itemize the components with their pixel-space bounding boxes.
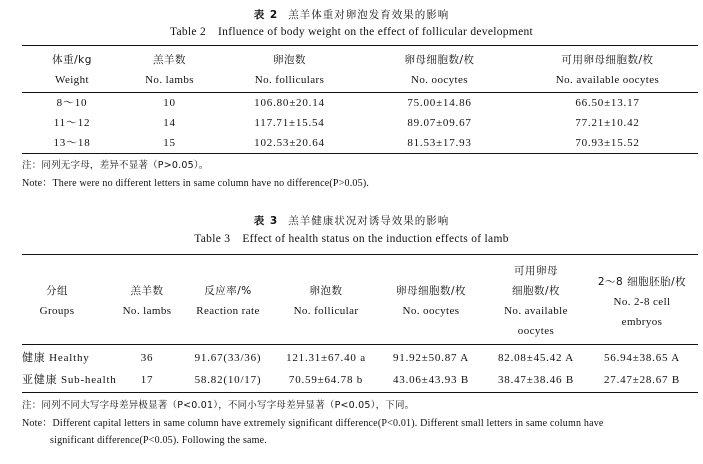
table3-note-en-continued: significant difference(P<0.05). Following the same. <box>50 435 267 446</box>
table3-bottom-rule <box>22 392 698 393</box>
table3-header-oocytes-en: No. oocytes <box>402 305 460 317</box>
table3-header-reaction: 反应率/% <box>204 285 252 297</box>
table-cell: 8～10 <box>56 97 88 109</box>
table-cell: 102.53±20.64 <box>254 137 325 149</box>
table2-header-available-en: No. available oocytes <box>555 74 660 86</box>
table-cell: 89.07±09.67 <box>407 117 472 129</box>
table2-header-oocytes-en: No. oocytes <box>411 74 468 86</box>
table-cell: 58.82(10/17) <box>194 374 262 386</box>
table-cell: 106.80±20.14 <box>254 97 325 109</box>
table3-note-zh: 注：同列不同大写字母差异极显著（P<0.01），不同小写字母差异显著（P<0.05），下同。 <box>22 400 415 411</box>
table-cell: 91.67(33/36) <box>194 352 262 364</box>
table3-header-embryos: 2～8 细胞胚胎/枚 <box>597 276 687 288</box>
table3-header-group-en: Groups <box>39 305 75 317</box>
table-cell: 70.59±64.78 b <box>288 374 364 386</box>
table2-header-weight-en: Weight <box>55 74 89 86</box>
table3-header-available-en: No. available <box>504 305 568 317</box>
table2-header-weight: 体重/kg <box>52 54 92 66</box>
table2-caption-zh: 表 2 羔羊体重对卵泡发育效果的影响 <box>253 9 450 21</box>
table3-note-en: Note：Different capital letters in same column have extremely significant difference(P<0.01). Different small letters in same column have <box>22 418 604 429</box>
table2-header-follicles: 卵泡数 <box>273 54 306 66</box>
table3-header-rule <box>22 344 698 345</box>
table2-header-oocytes: 卵母细胞数/枚 <box>404 54 475 66</box>
table-cell: 15 <box>163 137 176 149</box>
table-cell: 11～12 <box>53 117 91 129</box>
table2-header-rule <box>22 92 698 93</box>
table3-header-oocytes: 卵母细胞数/枚 <box>395 285 467 297</box>
table-cell: 66.50±13.17 <box>575 97 640 109</box>
table2-header-available: 可用卵母细胞数/枚 <box>561 54 654 66</box>
table3-header-reaction-en: Reaction rate <box>196 305 260 317</box>
table3-header-available: 可用卵母 <box>514 265 558 277</box>
table-cell: 70.93±15.52 <box>575 137 640 149</box>
table3-header-follicles-en: No. follicular <box>293 305 359 317</box>
table-cell: 17 <box>140 374 154 386</box>
table3-header-embryos-en: No. 2-8 cell <box>613 296 671 308</box>
table-cell: 56.94±38.65 A <box>603 352 681 364</box>
table3-top-rule <box>22 254 698 255</box>
table2-header-follicles-en: No. folliculars <box>254 74 325 86</box>
table-cell: 81.53±17.93 <box>407 137 472 149</box>
table-cell: 117.71±15.54 <box>254 117 325 129</box>
table3-header-available-en-2: oocytes <box>517 325 555 337</box>
table3-header-available-2: 细胞数/枚 <box>511 285 561 297</box>
table-cell: 77.21±10.42 <box>575 117 640 129</box>
table2-caption-en: Table 2 Influence of body weight on the effect of follicular development <box>169 26 534 38</box>
table2-header-lambs-en: No. lambs <box>145 74 194 86</box>
table-cell: 10 <box>163 97 176 109</box>
table2-top-rule <box>22 45 698 46</box>
table2-note-en: Note：There were no different letters in same column have no difference(P>0.05). <box>22 178 370 189</box>
table-cell: 43.06±43.93 B <box>392 374 470 386</box>
table3-header-embryos-en-2: embryos <box>621 316 663 328</box>
table-cell: 36 <box>140 352 154 364</box>
table2-bottom-rule <box>22 153 698 154</box>
table-cell: 91.92±50.87 A <box>392 352 470 364</box>
table3-header-group: 分组 <box>46 285 68 297</box>
table-cell: 38.47±38.46 B <box>497 374 575 386</box>
table-cell: 75.00±14.86 <box>407 97 472 109</box>
table2-note-zh: 注：同列无字母，差异不显著（P>0.05）。 <box>22 160 209 171</box>
table-cell: 27.47±28.67 B <box>603 374 681 386</box>
table2-header-lambs: 羔羊数 <box>153 54 186 66</box>
table3-caption-zh: 表 3 羔羊健康状况对诱导效果的影响 <box>253 215 450 227</box>
table3-header-follicles: 卵泡数 <box>309 285 343 297</box>
table-cell: 健康 Healthy <box>22 352 90 364</box>
table-cell: 14 <box>163 117 176 129</box>
table-cell: 亚健康 Sub-health <box>22 374 117 386</box>
table-cell: 13～18 <box>53 137 91 149</box>
table3-caption-en: Table 3 Effect of health status on the induction effects of lamb <box>194 233 509 245</box>
table3-header-lambs: 羔羊数 <box>130 285 164 297</box>
table-cell: 82.08±45.42 A <box>497 352 575 364</box>
table3-header-lambs-en: No. lambs <box>122 305 172 317</box>
table-cell: 121.31±67.40 a <box>286 352 366 364</box>
